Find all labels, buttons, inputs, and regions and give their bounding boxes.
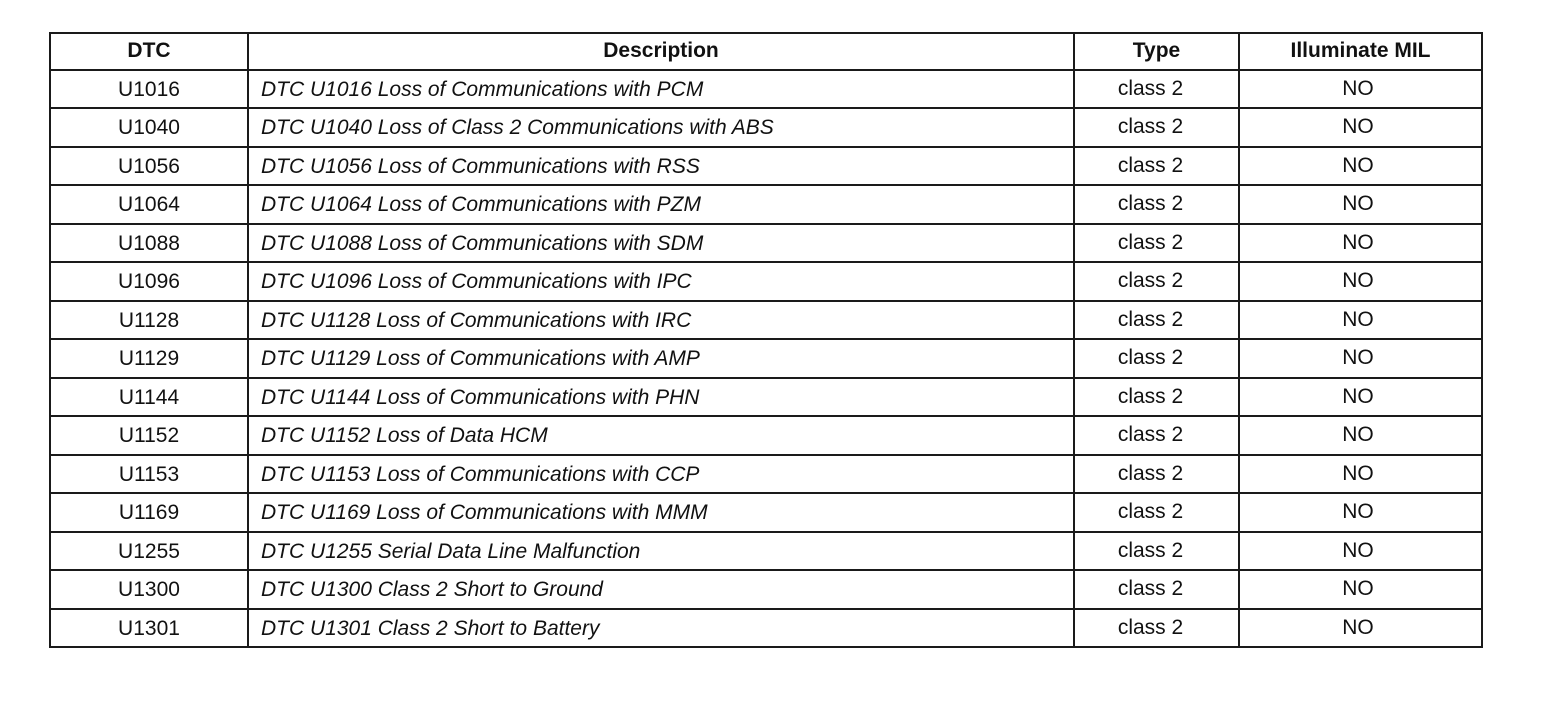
type-cell: class 2 (1074, 147, 1239, 186)
illuminate-mil-cell: NO (1239, 301, 1482, 340)
table-row (50, 455, 1482, 494)
description-cell: DTC U1040 Loss of Class 2 Communications with ABS (248, 108, 1074, 147)
table-row (50, 609, 1482, 648)
description-cell: DTC U1301 Class 2 Short to Battery (248, 609, 1074, 648)
illuminate-mil-cell: NO (1239, 262, 1482, 301)
type-cell: class 2 (1074, 493, 1239, 532)
description-cell: DTC U1169 Loss of Communications with MMM (248, 493, 1074, 532)
illuminate-mil-cell: NO (1239, 185, 1482, 224)
dtc-cell: U1144 (50, 378, 248, 417)
type-cell: class 2 (1074, 570, 1239, 609)
table-row (50, 70, 1482, 109)
illuminate-mil-cell: NO (1239, 609, 1482, 648)
table-row (50, 301, 1482, 340)
illuminate-mil-cell: NO (1239, 147, 1482, 186)
type-cell: class 2 (1074, 416, 1239, 455)
dtc-cell: U1088 (50, 224, 248, 263)
table-row (50, 378, 1482, 417)
dtc-cell: U1129 (50, 339, 248, 378)
table-row (50, 493, 1482, 532)
illuminate-mil-cell: NO (1239, 493, 1482, 532)
illuminate-mil-cell: NO (1239, 455, 1482, 494)
description-cell: DTC U1088 Loss of Communications with SDM (248, 224, 1074, 263)
table-row (50, 185, 1482, 224)
table-row (50, 339, 1482, 378)
type-cell: class 2 (1074, 224, 1239, 263)
type-cell: class 2 (1074, 108, 1239, 147)
type-cell: class 2 (1074, 185, 1239, 224)
dtc-cell: U1153 (50, 455, 248, 494)
description-cell: DTC U1064 Loss of Communications with PZM (248, 185, 1074, 224)
description-cell: DTC U1300 Class 2 Short to Ground (248, 570, 1074, 609)
type-cell: class 2 (1074, 301, 1239, 340)
dtc-cell: U1301 (50, 609, 248, 648)
dtc-cell: U1300 (50, 570, 248, 609)
illuminate-mil-cell: NO (1239, 378, 1482, 417)
header-description: Description (248, 33, 1074, 70)
type-cell: class 2 (1074, 262, 1239, 301)
table-row (50, 532, 1482, 571)
illuminate-mil-cell: NO (1239, 532, 1482, 571)
dtc-cell: U1016 (50, 70, 248, 109)
illuminate-mil-cell: NO (1239, 70, 1482, 109)
table-row (50, 147, 1482, 186)
table-row (50, 570, 1482, 609)
dtc-table (49, 32, 1483, 648)
type-cell: class 2 (1074, 70, 1239, 109)
dtc-cell: U1056 (50, 147, 248, 186)
description-cell: DTC U1153 Loss of Communications with CCP (248, 455, 1074, 494)
header-illuminate-mil: Illuminate MIL (1239, 33, 1482, 70)
illuminate-mil-cell: NO (1239, 224, 1482, 263)
description-cell: DTC U1255 Serial Data Line Malfunction (248, 532, 1074, 571)
table-row (50, 416, 1482, 455)
description-cell: DTC U1016 Loss of Communications with PCM (248, 70, 1074, 109)
table-row (50, 224, 1482, 263)
dtc-cell: U1064 (50, 185, 248, 224)
type-cell: class 2 (1074, 532, 1239, 571)
description-cell: DTC U1128 Loss of Communications with IRC (248, 301, 1074, 340)
dtc-cell: U1152 (50, 416, 248, 455)
table-body (50, 70, 1482, 648)
dtc-cell: U1255 (50, 532, 248, 571)
dtc-cell: U1128 (50, 301, 248, 340)
description-cell: DTC U1144 Loss of Communications with PHN (248, 378, 1074, 417)
type-cell: class 2 (1074, 455, 1239, 494)
header-type: Type (1074, 33, 1239, 70)
table-row (50, 262, 1482, 301)
description-cell: DTC U1096 Loss of Communications with IPC (248, 262, 1074, 301)
header-row (50, 33, 1482, 70)
illuminate-mil-cell: NO (1239, 570, 1482, 609)
type-cell: class 2 (1074, 609, 1239, 648)
description-cell: DTC U1152 Loss of Data HCM (248, 416, 1074, 455)
dtc-cell: U1169 (50, 493, 248, 532)
description-cell: DTC U1129 Loss of Communications with AMP (248, 339, 1074, 378)
dtc-cell: U1040 (50, 108, 248, 147)
illuminate-mil-cell: NO (1239, 339, 1482, 378)
table-row (50, 108, 1482, 147)
type-cell: class 2 (1074, 339, 1239, 378)
dtc-cell: U1096 (50, 262, 248, 301)
type-cell: class 2 (1074, 378, 1239, 417)
description-cell: DTC U1056 Loss of Communications with RSS (248, 147, 1074, 186)
table-header (50, 33, 1482, 70)
header-dtc: DTC (50, 33, 248, 70)
illuminate-mil-cell: NO (1239, 108, 1482, 147)
illuminate-mil-cell: NO (1239, 416, 1482, 455)
